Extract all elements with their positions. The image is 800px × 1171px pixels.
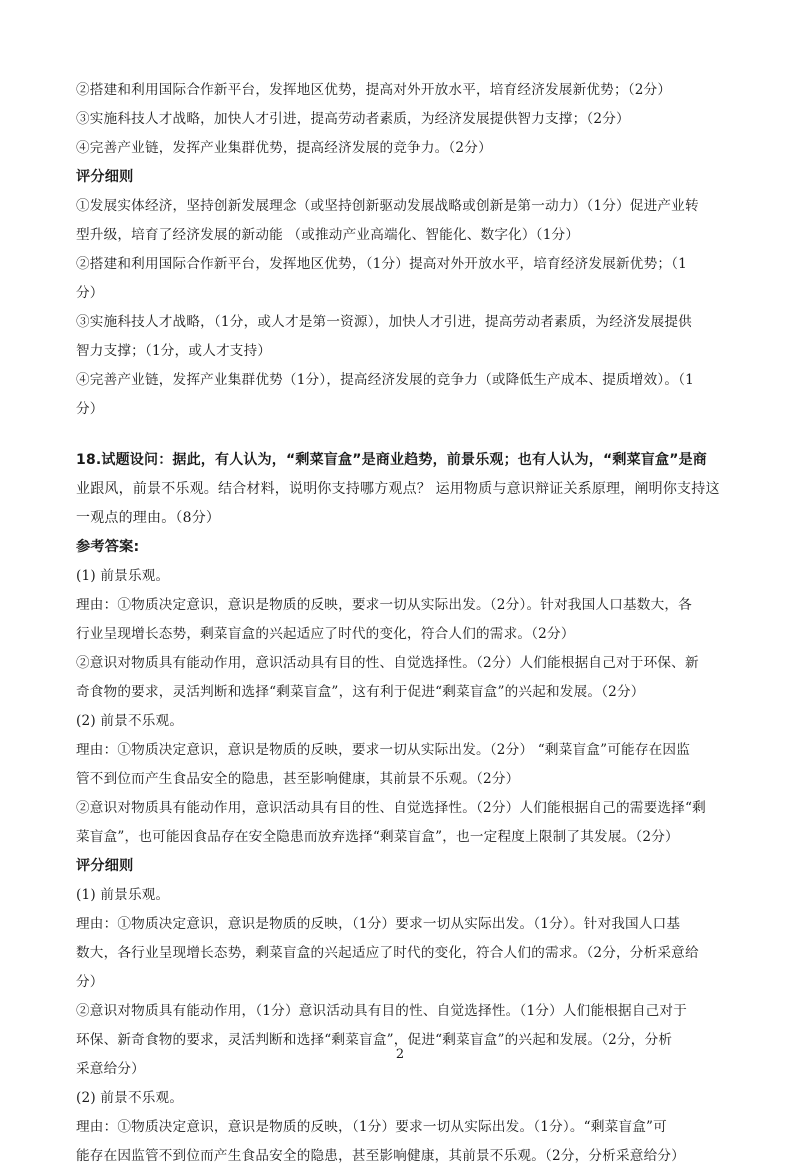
scoring-line: ②搭建和利用国际合作新平台，发挥地区优势，（1分）提高对外开放水平，培育经济发展新优势；（1 [76, 256, 688, 272]
scoring-line: 能存在因监管不到位而产生食品安全的隐患，甚至影响健康，其前景不乐观。（2分，分析采意给分） [76, 1148, 685, 1164]
question-text: 试题设问：据此，有人认为，“剩菜盲盒”是商业趋势，前景乐观；也有人认为，“剩菜盲盒”是商 [101, 452, 708, 468]
scoring-line: 分） [76, 974, 104, 990]
scoring-line: 分） [76, 285, 104, 301]
question-line: 一观点的理由。（8分） [76, 510, 221, 526]
reference-line: (2) 前景不乐观。 [76, 713, 184, 729]
reference-line: 管不到位而产生食品安全的隐患，甚至影响健康，其前景不乐观。（2分） [76, 771, 520, 787]
scoring-line: (2) 前景不乐观。 [76, 1090, 184, 1106]
scoring-block [76, 192, 760, 424]
reference-line: 菜盲盒”，也可能因食品存在安全隐患而放弃选择“剩菜盲盒”，也一定程度上限制了其发展。（2分） [76, 829, 679, 845]
scoring-line: ②意识对物质具有能动作用，（1分）意识活动具有目的性、自觉选择性。（1分）人们能根据自己对于 [76, 1003, 688, 1019]
reference-line: ②意识对物质具有能动作用，意识活动具有目的性、自觉选择性。（2分）人们能根据自己对于环保、新 [76, 655, 699, 671]
answer-line: ③实施科技人才战略，加快人才引进，提高劳动者素质，为经济发展提供智力支撑；（2分） [76, 111, 630, 127]
question-line [76, 446, 760, 475]
scoring-line: 理由：①物质决定意识，意识是物质的反映，（1分）要求一切从实际出发。（1分）。“剩菜盲盒”可 [76, 1119, 667, 1135]
reference-line: 行业呈现增长态势，剩菜盲盒的兴起适应了时代的变化，符合人们的需求。（2分） [76, 626, 575, 642]
scoring-line: ①发展实体经济，坚持创新发展理念（或坚持创新驱动发展战略或创新是第一动力）（1分）促进产业转 [76, 198, 699, 214]
question-line: 业跟风，前景不乐观。结合材料，说明你支持哪方观点？ 运用物质与意识辩证关系原理，阐明你支持这 [76, 481, 720, 497]
scoring-line: ④完善产业链，发挥产业集群优势（1分），提高经济发展的竞争力（或降低生产成本、提质增效）。（1 [76, 372, 695, 388]
reference-line: (1) 前景乐观。 [76, 568, 170, 584]
page-number: 2 [395, 1047, 405, 1062]
scoring-heading: 评分细则 [76, 169, 134, 185]
scoring-line: 分） [76, 401, 104, 417]
reference-line: 理由：①物质决定意识，意识是物质的反映，要求一切从实际出发。（2分）。针对我国人口基数大，各 [76, 597, 692, 613]
scoring-heading: 评分细则 [76, 858, 134, 874]
reference-answer-block [76, 562, 760, 852]
scoring-line: 环保、新奇食物的要求，灵活判断和选择“剩菜盲盒”，促进“剩菜盲盒”的兴起和发展。（2分，分析 [76, 1032, 673, 1048]
reference-answer-heading: 参考答案: [76, 539, 140, 555]
answer-tail-block [76, 76, 760, 163]
scoring-line: ③实施科技人才战略，（1分，或人才是第一资源），加快人才引进，提高劳动者素质，为经济发展提供 [76, 314, 692, 330]
reference-line: ②意识对物质具有能动作用，意识活动具有目的性、自觉选择性。（2分）人们能根据自己的需要选择“剩 [76, 800, 706, 816]
scoring-line: 采意给分） [76, 1061, 145, 1077]
scoring-block [76, 881, 760, 1171]
reference-line: 理由：①物质决定意识，意识是物质的反映，要求一切从实际出发。（2分） “剩菜盲盒”可能存在因监 [76, 742, 690, 758]
scoring-line: (1) 前景乐观。 [76, 887, 170, 903]
question-number: 18. [76, 452, 102, 468]
reference-line: 奇食物的要求，灵活判断和选择“剩菜盲盒”，这有利于促进“剩菜盲盒”的兴起和发展。（2分） [76, 684, 645, 700]
answer-line: ④完善产业链，发挥产业集群优势，提高经济发展的竞争力。（2分） [76, 140, 492, 156]
question-18 [76, 446, 760, 533]
scoring-line: 智力支撑；（1分，或人才支持） [76, 343, 272, 359]
answer-line: ②搭建和利用国际合作新平台，发挥地区优势，提高对外开放水平，培育经济发展新优势；（2分） [76, 82, 672, 98]
scoring-line: 理由：①物质决定意识，意识是物质的反映，（1分）要求一切从实际出发。（1分）。针对我国人口基 [76, 916, 681, 932]
scoring-line: 数大，各行业呈现增长态势，剩菜盲盒的兴起适应了时代的变化，符合人们的需求。（2分，分析采意给 [76, 945, 699, 961]
scoring-line: 型升级，培育了经济发展的新动能 （或推动产业高端化、智能化、数字化）（1分） [76, 227, 580, 243]
